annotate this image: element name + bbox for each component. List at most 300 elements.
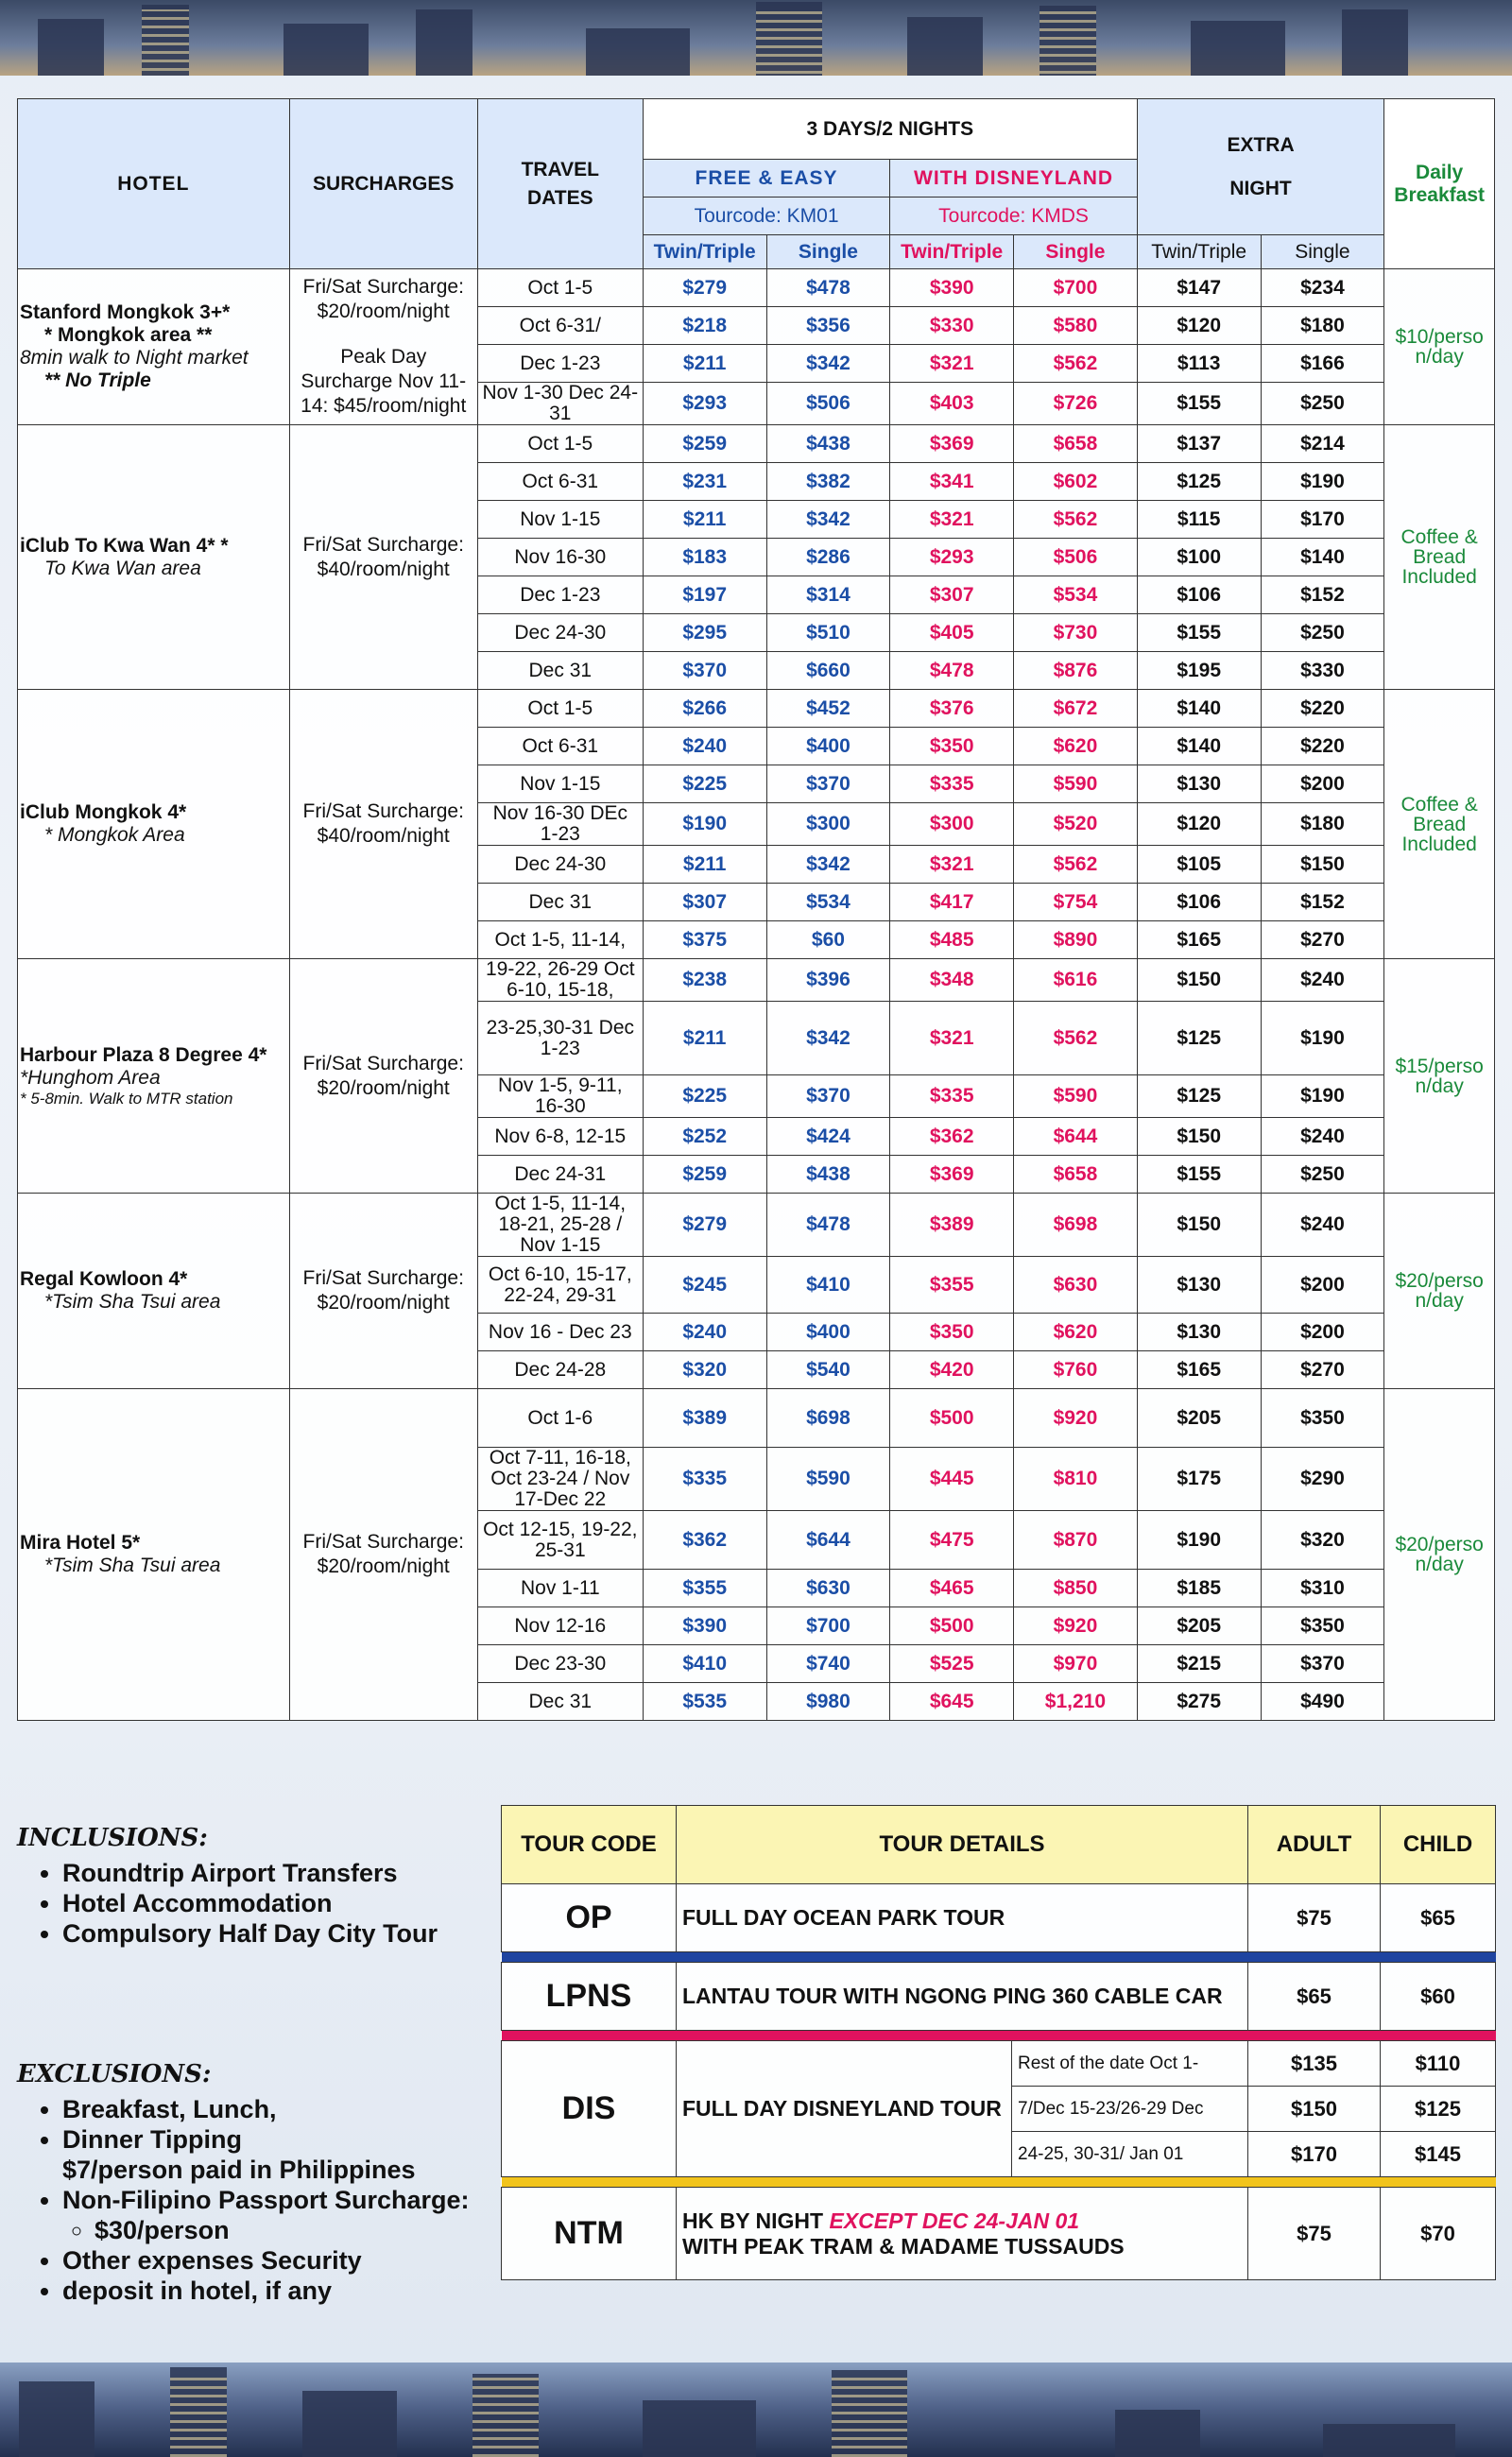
col-fe-twin: Twin/Triple [643, 235, 766, 269]
extra-night-twin-price: $125 [1137, 463, 1261, 501]
travel-line1: TRAVEL [521, 158, 600, 180]
free-easy-single-price: $342 [766, 345, 890, 383]
header-daily-breakfast [1384, 99, 1495, 269]
extra-night-twin-price: $205 [1137, 1607, 1261, 1645]
disney-single-price: $562 [1014, 345, 1138, 383]
free-easy-single-price: $396 [766, 959, 890, 1002]
ntm-details-b: WITH PEAK TRAM & MADAME TUSSAUDS [682, 2233, 1125, 2259]
extra-night-twin-price: $215 [1137, 1645, 1261, 1683]
extra-night-single-price: $190 [1261, 1075, 1384, 1118]
free-easy-twin-price: $225 [643, 1075, 766, 1118]
travel-line2: DATES [526, 186, 593, 209]
tour-child-ntm: $70 [1381, 2188, 1496, 2280]
col-fe-single: Single [766, 235, 890, 269]
hotel-name-cell [18, 1389, 290, 1721]
breakfast-cell: $20/perso n/day [1384, 1389, 1495, 1721]
travel-date: Nov 1-5, 9-11, 16-30 [477, 1075, 643, 1118]
disney-twin-price: $485 [890, 921, 1014, 959]
surcharge-text: Fri/Sat Surcharge: $20/room/night [302, 1267, 464, 1314]
exclusion-item: • Other expenses Security [62, 2245, 508, 2276]
ntm-details-red: EXCEPT DEC 24-JAN 01 [829, 2208, 1080, 2233]
rate-row [18, 1194, 1495, 1257]
extra-night-twin-price: $185 [1137, 1570, 1261, 1607]
free-easy-single-price: $438 [766, 1156, 890, 1194]
separator-blue [502, 1952, 1496, 1963]
free-easy-twin-price: $355 [643, 1570, 766, 1607]
extra-night-single-price: $370 [1261, 1645, 1384, 1683]
col-en-twin: Twin/Triple [1137, 235, 1261, 269]
ntm-details-a: HK BY NIGHT [682, 2208, 830, 2233]
extra-night-twin-price: $155 [1137, 383, 1261, 425]
travel-date: Nov 6-8, 12-15 [477, 1118, 643, 1156]
extra-night-single-price: $220 [1261, 690, 1384, 728]
extra-night-twin-price: $155 [1137, 614, 1261, 652]
tour-child-lpns: $60 [1381, 1963, 1496, 2031]
header-package: 3 DAYS/2 NIGHTS [643, 99, 1137, 160]
surcharge-cell [289, 1389, 477, 1721]
free-easy-twin-price: $240 [643, 728, 766, 765]
travel-date: Dec 31 [477, 1683, 643, 1721]
tour-details-ntm [677, 2188, 1248, 2280]
header-extra-night [1137, 99, 1384, 235]
disney-single-price: $562 [1014, 846, 1138, 884]
free-easy-twin-price: $225 [643, 765, 766, 803]
tour-adult-ntm: $75 [1248, 2188, 1381, 2280]
inclusions-title: INCLUSIONS: [17, 1824, 208, 1852]
separator-yellow [502, 2177, 1496, 2188]
disney-twin-price: $335 [890, 1075, 1014, 1118]
extra-night-twin-price: $165 [1137, 921, 1261, 959]
hotel-name-cell [18, 425, 290, 690]
extra-night-single-price: $250 [1261, 383, 1384, 425]
extra-night-single-price: $140 [1261, 539, 1384, 576]
inclusion-item: • Compulsory Half Day City Tour [62, 1918, 461, 1949]
disney-twin-price: $350 [890, 1314, 1014, 1351]
hotel-rates-table [17, 98, 1495, 1721]
extra-night-twin-price: $130 [1137, 765, 1261, 803]
free-easy-twin-price: $245 [643, 1257, 766, 1314]
extra-night-single-price: $270 [1261, 921, 1384, 959]
breakfast-cell: $20/perso n/day [1384, 1194, 1495, 1389]
breakfast-cell: Coffee & Bread Included [1384, 690, 1495, 959]
travel-date: Nov 16-30 [477, 539, 643, 576]
hotel-area: *Hunghom Area [20, 1066, 161, 1089]
disney-twin-price: $330 [890, 307, 1014, 345]
free-easy-twin-price: $190 [643, 803, 766, 846]
header-with-disney: WITH DISNEYLAND [890, 160, 1138, 198]
surcharge-text: Fri/Sat Surcharge: $20/room/night [302, 1531, 464, 1577]
inclusions-section [17, 1824, 461, 1949]
free-easy-twin-price: $375 [643, 921, 766, 959]
surcharge-cell [289, 959, 477, 1194]
free-easy-single-price: $356 [766, 307, 890, 345]
travel-date: Dec 1-23 [477, 345, 643, 383]
travel-date: Oct 6-31/ [477, 307, 643, 345]
extra-night-twin-price: $150 [1137, 959, 1261, 1002]
disney-twin-price: $321 [890, 846, 1014, 884]
extra-night-single-price: $234 [1261, 269, 1384, 307]
disney-twin-price: $500 [890, 1389, 1014, 1448]
tour-prices-table [501, 1805, 1496, 2280]
free-easy-single-price: $60 [766, 921, 890, 959]
disney-single-price: $850 [1014, 1570, 1138, 1607]
disney-single-price: $658 [1014, 1156, 1138, 1194]
free-easy-twin-price: $279 [643, 1194, 766, 1257]
col-dis-twin: Twin/Triple [890, 235, 1014, 269]
exclusions-title: EXCLUSIONS: [17, 2060, 212, 2088]
travel-date: Dec 31 [477, 652, 643, 690]
surcharge-cell [289, 425, 477, 690]
free-easy-single-price: $590 [766, 1448, 890, 1511]
disney-twin-price: $293 [890, 539, 1014, 576]
tour-details-lpns: LANTAU TOUR WITH NGONG PING 360 CABLE CAR [677, 1963, 1248, 2031]
dis-adult: $135 [1248, 2041, 1381, 2087]
disney-twin-price: $420 [890, 1351, 1014, 1389]
disney-single-price: $920 [1014, 1389, 1138, 1448]
disney-twin-price: $390 [890, 269, 1014, 307]
extra-night-twin-price: $100 [1137, 539, 1261, 576]
travel-date: Oct 1-6 [477, 1389, 643, 1448]
extra-night-single-price: $190 [1261, 463, 1384, 501]
free-easy-twin-price: $211 [643, 345, 766, 383]
travel-date: Dec 23-30 [477, 1645, 643, 1683]
free-easy-single-price: $698 [766, 1389, 890, 1448]
free-easy-twin-price: $295 [643, 614, 766, 652]
free-easy-twin-price: $410 [643, 1645, 766, 1683]
disney-twin-price: $355 [890, 1257, 1014, 1314]
free-easy-twin-price: $183 [643, 539, 766, 576]
free-easy-twin-price: $211 [643, 1002, 766, 1075]
free-easy-single-price: $740 [766, 1645, 890, 1683]
extra-night-single-price: $250 [1261, 1156, 1384, 1194]
extra-night-single-price: $214 [1261, 425, 1384, 463]
tour-code-ntm: NTM [502, 2188, 677, 2280]
disney-twin-price: $348 [890, 959, 1014, 1002]
free-easy-twin-price: $240 [643, 1314, 766, 1351]
free-easy-single-price: $438 [766, 425, 890, 463]
extra-night-single-price: $350 [1261, 1389, 1384, 1448]
hotel-note: * 5-8min. Walk to MTR station [20, 1089, 233, 1108]
tour-adult-lpns: $65 [1248, 1963, 1381, 2031]
free-easy-twin-price: $307 [643, 884, 766, 921]
disney-twin-price: $403 [890, 383, 1014, 425]
separator-pink [502, 2031, 1496, 2041]
travel-date: Oct 6-31 [477, 463, 643, 501]
free-easy-single-price: $644 [766, 1511, 890, 1570]
disney-twin-price: $376 [890, 690, 1014, 728]
disney-single-price: $506 [1014, 539, 1138, 576]
free-easy-twin-price: $362 [643, 1511, 766, 1570]
extra-night-single-price: $290 [1261, 1448, 1384, 1511]
travel-date: Nov 1-15 [477, 501, 643, 539]
disney-single-price: $534 [1014, 576, 1138, 614]
disney-twin-price: $321 [890, 501, 1014, 539]
disney-twin-price: $417 [890, 884, 1014, 921]
free-easy-twin-price: $389 [643, 1389, 766, 1448]
travel-date: Nov 1-30 Dec 24-31 [477, 383, 643, 425]
free-easy-twin-price: $252 [643, 1118, 766, 1156]
extra-night-twin-price: $113 [1137, 345, 1261, 383]
surcharge-text: Fri/Sat Surcharge: $20/room/night [302, 1052, 464, 1099]
disney-twin-price: $307 [890, 576, 1014, 614]
extra-night-single-price: $310 [1261, 1570, 1384, 1607]
exclusion-item: $7/person paid in Philippines [62, 2156, 416, 2184]
dis-child: $125 [1381, 2087, 1496, 2132]
hotel-note: ** No Triple [44, 369, 151, 391]
extra-night-single-price: $490 [1261, 1683, 1384, 1721]
free-easy-single-price: $424 [766, 1118, 890, 1156]
free-easy-single-price: $370 [766, 765, 890, 803]
extra-night-twin-price: $140 [1137, 690, 1261, 728]
extra-night-single-price: $190 [1261, 1002, 1384, 1075]
extra-night-twin-price: $125 [1137, 1002, 1261, 1075]
disney-single-price: $730 [1014, 614, 1138, 652]
disney-twin-price: $465 [890, 1570, 1014, 1607]
travel-date: Oct 1-5 [477, 269, 643, 307]
disney-single-price: $620 [1014, 1314, 1138, 1351]
travel-date: Dec 31 [477, 884, 643, 921]
disney-twin-price: $335 [890, 765, 1014, 803]
free-easy-single-price: $540 [766, 1351, 890, 1389]
extra-night-twin-price: $125 [1137, 1075, 1261, 1118]
extra-night-twin-price: $130 [1137, 1314, 1261, 1351]
daily-line2: Breakfast [1394, 183, 1486, 206]
free-easy-single-price: $980 [766, 1683, 890, 1721]
disney-twin-price: $445 [890, 1448, 1014, 1511]
free-easy-twin-price: $335 [643, 1448, 766, 1511]
extra-night-single-price: $200 [1261, 765, 1384, 803]
tour-details-dis: FULL DAY DISNEYLAND TOUR [677, 2041, 1012, 2177]
free-easy-twin-price: $535 [643, 1683, 766, 1721]
disney-twin-price: $300 [890, 803, 1014, 846]
travel-date: Nov 1-11 [477, 1570, 643, 1607]
extra-night-twin-price: $105 [1137, 846, 1261, 884]
travel-date: Nov 1-15 [477, 765, 643, 803]
extra-night-twin-price: $165 [1137, 1351, 1261, 1389]
free-easy-single-price: $300 [766, 803, 890, 846]
breakfast-cell: $10/perso n/day [1384, 269, 1495, 425]
free-easy-twin-price: $370 [643, 652, 766, 690]
hotel-name-cell [18, 690, 290, 959]
free-easy-single-price: $342 [766, 1002, 890, 1075]
surcharge-text: Fri/Sat Surcharge: $40/room/night [302, 533, 464, 580]
travel-date: Oct 1-5 [477, 690, 643, 728]
exclusion-item: • Breakfast, Lunch, [62, 2094, 508, 2124]
travel-date: Oct 12-15, 19-22, 25-31 [477, 1511, 643, 1570]
disney-twin-price: $389 [890, 1194, 1014, 1257]
rate-row [18, 269, 1495, 307]
free-easy-single-price: $410 [766, 1257, 890, 1314]
travel-date: Oct 1-5 [477, 425, 643, 463]
free-easy-twin-price: $279 [643, 269, 766, 307]
disney-twin-price: $500 [890, 1607, 1014, 1645]
extra-night-single-price: $220 [1261, 728, 1384, 765]
free-easy-single-price: $510 [766, 614, 890, 652]
extra-night-single-price: $200 [1261, 1257, 1384, 1314]
travel-date: Dec 24-30 [477, 846, 643, 884]
extra-night-single-price: $320 [1261, 1511, 1384, 1570]
extra-night-single-price: $200 [1261, 1314, 1384, 1351]
inclusion-item: • Roundtrip Airport Transfers [62, 1858, 461, 1888]
dis-child: $110 [1381, 2041, 1496, 2087]
inclusion-item: • Hotel Accommodation [62, 1888, 461, 1918]
free-easy-twin-price: $266 [643, 690, 766, 728]
tour-header-code: TOUR CODE [502, 1806, 677, 1884]
extra-night-twin-price: $275 [1137, 1683, 1261, 1721]
disney-twin-price: $369 [890, 425, 1014, 463]
free-easy-single-price: $478 [766, 269, 890, 307]
free-easy-single-price: $660 [766, 652, 890, 690]
tour-header-adult: ADULT [1248, 1806, 1381, 1884]
breakfast-cell: $15/perso n/day [1384, 959, 1495, 1194]
header-free-easy: FREE & EASY [643, 160, 890, 198]
extra-night-twin-price: $205 [1137, 1389, 1261, 1448]
travel-date: Nov 16 - Dec 23 [477, 1314, 643, 1351]
travel-date: 23-25,30-31 Dec 1-23 [477, 1002, 643, 1075]
disney-single-price: $672 [1014, 690, 1138, 728]
free-easy-single-price: $506 [766, 383, 890, 425]
free-easy-single-price: $286 [766, 539, 890, 576]
travel-date: Nov 12-16 [477, 1607, 643, 1645]
tour-header-child: CHILD [1381, 1806, 1496, 1884]
extra-night-single-price: $170 [1261, 501, 1384, 539]
extra-night-twin-price: $106 [1137, 884, 1261, 921]
exclusion-item: • Non-Filipino Passport Surcharge: [62, 2185, 508, 2215]
disney-single-price: $698 [1014, 1194, 1138, 1257]
extra-night-twin-price: $150 [1137, 1194, 1261, 1257]
free-easy-twin-price: $390 [643, 1607, 766, 1645]
hotel-name: iClub Mongkok 4* [20, 801, 187, 823]
dis-range: 24-25, 30-31/ Jan 01 [1012, 2132, 1248, 2177]
free-easy-twin-price: $211 [643, 501, 766, 539]
rate-row [18, 425, 1495, 463]
hotel-area: *Tsim Sha Tsui area [44, 1291, 221, 1313]
extra-night-twin-price: $175 [1137, 1448, 1261, 1511]
rate-row [18, 1389, 1495, 1448]
extra-night-single-price: $166 [1261, 345, 1384, 383]
header-travel-dates [477, 99, 643, 269]
extra-night-single-price: $152 [1261, 576, 1384, 614]
extra-night-twin-price: $106 [1137, 576, 1261, 614]
extra-night-single-price: $240 [1261, 1118, 1384, 1156]
travel-date: Oct 7-11, 16-18, Oct 23-24 / Nov 17-Dec 22 [477, 1448, 643, 1511]
free-easy-single-price: $534 [766, 884, 890, 921]
free-easy-twin-price: $238 [643, 959, 766, 1002]
free-easy-single-price: $342 [766, 501, 890, 539]
disney-twin-price: $525 [890, 1645, 1014, 1683]
disney-single-price: $520 [1014, 803, 1138, 846]
disney-twin-price: $350 [890, 728, 1014, 765]
exclusion-item: • Dinner Tipping [62, 2124, 508, 2155]
disney-single-price: $754 [1014, 884, 1138, 921]
travel-date: 19-22, 26-29 Oct 6-10, 15-18, [477, 959, 643, 1002]
surcharge-cell [289, 690, 477, 959]
disney-single-price: $890 [1014, 921, 1138, 959]
extra-line2: NIGHT [1229, 177, 1292, 199]
hotel-area: *Tsim Sha Tsui area [44, 1555, 221, 1576]
travel-date: Dec 1-23 [477, 576, 643, 614]
extra-night-twin-price: $155 [1137, 1156, 1261, 1194]
disney-twin-price: $478 [890, 652, 1014, 690]
extra-night-twin-price: $190 [1137, 1511, 1261, 1570]
col-en-single: Single [1261, 235, 1384, 269]
exclusions-section [17, 2060, 508, 2306]
disney-single-price: $876 [1014, 652, 1138, 690]
surcharge-cell [289, 269, 477, 425]
breakfast-cell: Coffee & Bread Included [1384, 425, 1495, 690]
extra-night-single-price: $270 [1261, 1351, 1384, 1389]
hotel-name: iClub To Kwa Wan 4* * [20, 534, 229, 557]
disney-twin-price: $369 [890, 1156, 1014, 1194]
dis-child: $145 [1381, 2132, 1496, 2177]
surcharge-cell [289, 1194, 477, 1389]
dis-adult: $170 [1248, 2132, 1381, 2177]
disney-single-price: $700 [1014, 269, 1138, 307]
hotel-name: Stanford Mongkok 3+* [20, 301, 231, 323]
disney-single-price: $602 [1014, 463, 1138, 501]
tour-child-op: $65 [1381, 1884, 1496, 1952]
disney-single-price: $590 [1014, 1075, 1138, 1118]
extra-night-twin-price: $140 [1137, 728, 1261, 765]
extra-night-twin-price: $120 [1137, 307, 1261, 345]
col-dis-single: Single [1014, 235, 1138, 269]
disney-single-price: $590 [1014, 765, 1138, 803]
disney-single-price: $616 [1014, 959, 1138, 1002]
extra-night-single-price: $250 [1261, 614, 1384, 652]
extra-night-twin-price: $120 [1137, 803, 1261, 846]
surcharge-text: Fri/Sat Surcharge: $40/room/night [302, 800, 464, 847]
extra-night-single-price: $350 [1261, 1607, 1384, 1645]
extra-night-twin-price: $195 [1137, 652, 1261, 690]
free-easy-single-price: $314 [766, 576, 890, 614]
travel-date: Oct 6-10, 15-17, 22-24, 29-31 [477, 1257, 643, 1314]
free-easy-single-price: $400 [766, 728, 890, 765]
extra-night-single-price: $240 [1261, 1194, 1384, 1257]
free-easy-single-price: $382 [766, 463, 890, 501]
extra-line1: EXTRA [1227, 133, 1295, 156]
free-easy-twin-price: $231 [643, 463, 766, 501]
disney-single-price: $580 [1014, 307, 1138, 345]
extra-night-twin-price: $147 [1137, 269, 1261, 307]
disney-twin-price: $405 [890, 614, 1014, 652]
free-easy-twin-price: $211 [643, 846, 766, 884]
free-easy-single-price: $342 [766, 846, 890, 884]
free-easy-twin-price: $293 [643, 383, 766, 425]
extra-night-single-price: $330 [1261, 652, 1384, 690]
exclusion-item: ◦ $30/person [94, 2215, 508, 2245]
extra-night-single-price: $180 [1261, 307, 1384, 345]
header-hotel: HOTEL [18, 99, 290, 269]
disney-twin-price: $321 [890, 1002, 1014, 1075]
tour-code-lpns: LPNS [502, 1963, 677, 2031]
travel-date: Dec 24-28 [477, 1351, 643, 1389]
free-easy-single-price: $700 [766, 1607, 890, 1645]
tour-details-op: FULL DAY OCEAN PARK TOUR [677, 1884, 1248, 1952]
extra-night-twin-price: $137 [1137, 425, 1261, 463]
travel-date: Dec 24-30 [477, 614, 643, 652]
tour-code-op: OP [502, 1884, 677, 1952]
disney-twin-price: $645 [890, 1683, 1014, 1721]
disney-twin-price: $475 [890, 1511, 1014, 1570]
extra-night-twin-price: $115 [1137, 501, 1261, 539]
extra-night-single-price: $150 [1261, 846, 1384, 884]
free-easy-twin-price: $197 [643, 576, 766, 614]
tour-header-details: TOUR DETAILS [677, 1806, 1248, 1884]
disney-single-price: $810 [1014, 1448, 1138, 1511]
surcharge-text: Fri/Sat Surcharge: $20/room/night [302, 276, 464, 322]
free-easy-twin-price: $320 [643, 1351, 766, 1389]
extra-night-single-price: $180 [1261, 803, 1384, 846]
